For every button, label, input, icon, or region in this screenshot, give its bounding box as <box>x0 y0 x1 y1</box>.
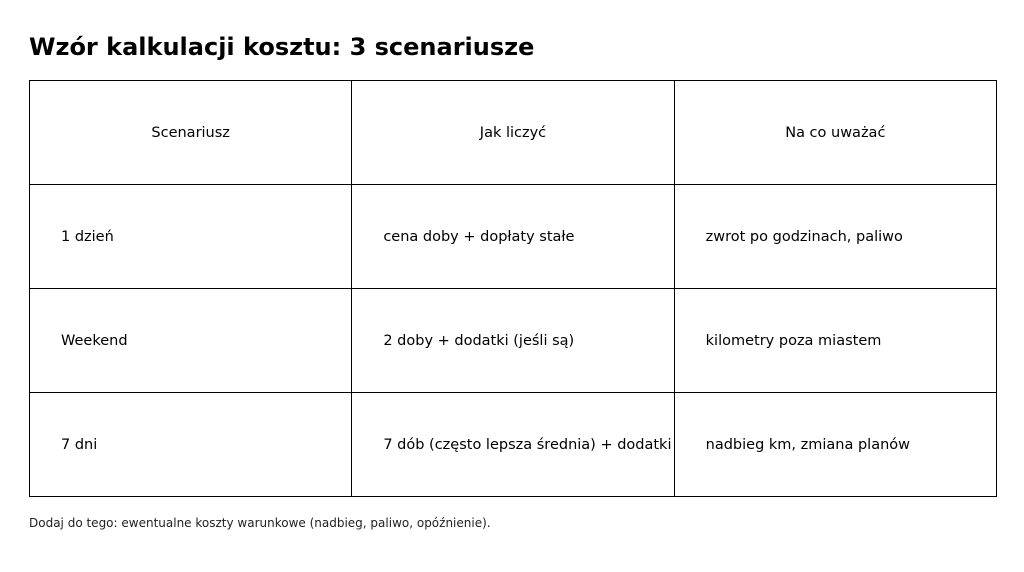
table-cell-caution: kilometry poza miastem <box>674 289 996 393</box>
table-cell-scenario: 1 dzień <box>30 185 352 289</box>
table-cell-calculation: 7 dób (często lepsza średnia) + dodatki <box>352 393 674 497</box>
table-row <box>30 393 997 497</box>
cost-scenarios-table <box>29 80 997 497</box>
column-header-how-to-calculate: Jak liczyć <box>352 81 674 185</box>
table-cell-caution: zwrot po godzinach, paliwo <box>674 185 996 289</box>
page-title: Wzór kalkulacji kosztu: 3 scenariusze <box>29 33 535 61</box>
table-row <box>30 289 997 393</box>
table-cell-calculation: 2 doby + dodatki (jeśli są) <box>352 289 674 393</box>
column-header-watch-out: Na co uważać <box>674 81 996 185</box>
table-cell-caution: nadbieg km, zmiana planów <box>674 393 996 497</box>
table-cell-scenario: Weekend <box>30 289 352 393</box>
column-header-scenario: Scenariusz <box>30 81 352 185</box>
footnote: Dodaj do tego: ewentualne koszty warunkowe (nadbieg, paliwo, opóźnienie). <box>29 516 491 530</box>
table-row <box>30 185 997 289</box>
table-cell-scenario: 7 dni <box>30 393 352 497</box>
table-header-row <box>30 81 997 185</box>
table-cell-calculation: cena doby + dopłaty stałe <box>352 185 674 289</box>
